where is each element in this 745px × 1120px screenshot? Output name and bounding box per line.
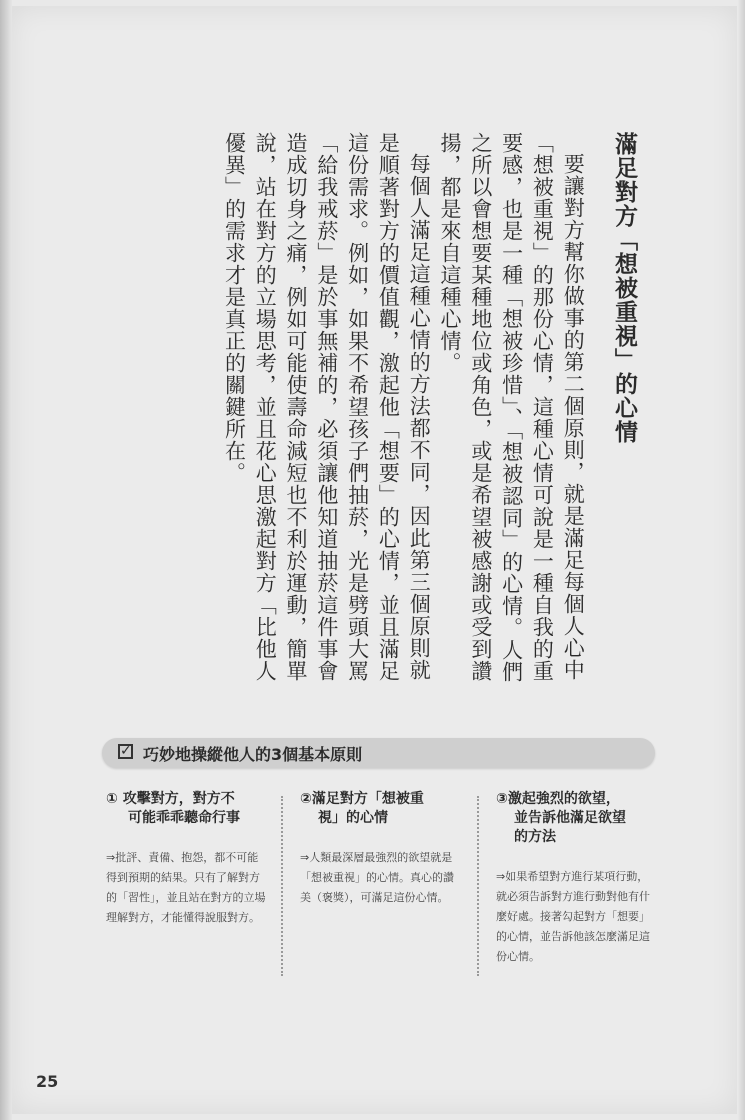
- check-box-icon: ✓: [120, 743, 132, 759]
- principle-body-2: ⇒人類最深層最強烈的欲望就是「想被重視」的心情。真心的讚美（褒獎），可滿足這份心情。: [300, 851, 454, 904]
- principle-title-3: [496, 790, 656, 847]
- principle-column-2: [300, 790, 460, 908]
- principle-column-1: [106, 790, 266, 928]
- vertical-article: [219, 132, 639, 692]
- book-spine-shadow: [0, 0, 12, 1120]
- principle-title-1-line2: 可能乖乖聽命行事: [128, 810, 240, 826]
- principle-title-2: [300, 790, 460, 828]
- summary-title: 巧妙地操縱他人的3個基本原則: [143, 745, 363, 764]
- principle-title-3-line1: ③激起強烈的欲望，: [496, 791, 620, 807]
- article-paragraph-2: 每個人滿足這種心情的方法都不同，因此第三個原則就是順著對方的價值觀，激起他「想要」的心情，並且滿足這份需求。例如，如果不希望孩子們抽菸，光是劈頭大罵「給我戒菸」是於事無補的，必須讓他知道抽菸這件事會造成切身之痛，例如可能使壽命減短也不利於運動，簡單說，站在對方的立場思考，並且花心思激起對方「比他人優異」的需求才是真正的關鍵所在。: [222, 132, 432, 682]
- article-paragraph-1: 要讓對方幫你做事的第二個原則，就是滿足每個人心中「想被重視」的那份心情，這種心情可說是一種自我的重要感，也是一種「想被珍惜」、「想被認同」的心情。人們之所以會想要某種地位或角色，或是希望被感謝或受到讚揚，都是來自這種心情。: [438, 132, 586, 683]
- principle-body-3: ⇒如果希望對方進行某項行動，就必須告訴對方進行動對他有什麼好處。接著勾起對方「想要」的心情，並告訴他該怎麼滿足這份心情。: [496, 870, 650, 963]
- principle-title-3-line2: 並告訴他滿足欲望: [514, 810, 626, 826]
- page-number: 25: [36, 1072, 59, 1091]
- principle-title-2-line1: ②滿足對方「想被重: [300, 791, 424, 807]
- article-heading: 滿足對方「想被重視」的心情: [611, 132, 637, 444]
- principle-title-3-line3: 的方法: [514, 829, 556, 845]
- principle-title-1-line1: ① 攻擊對方，對方不: [106, 791, 235, 807]
- principle-body-1: ⇒批評、責備、抱怨，都不可能得到預期的結果。只有了解對方的「習性」，並且站在對方的立場理解對方，才能懂得說服對方。: [106, 851, 266, 924]
- principle-column-3: [496, 790, 656, 967]
- principle-title-1: [106, 790, 266, 828]
- summary-header: [102, 738, 655, 768]
- dotted-divider: [281, 796, 283, 976]
- dotted-divider: [477, 796, 479, 976]
- page-edge-shadow: [737, 0, 745, 1120]
- principle-title-2-line2: 視」的心情: [318, 810, 388, 826]
